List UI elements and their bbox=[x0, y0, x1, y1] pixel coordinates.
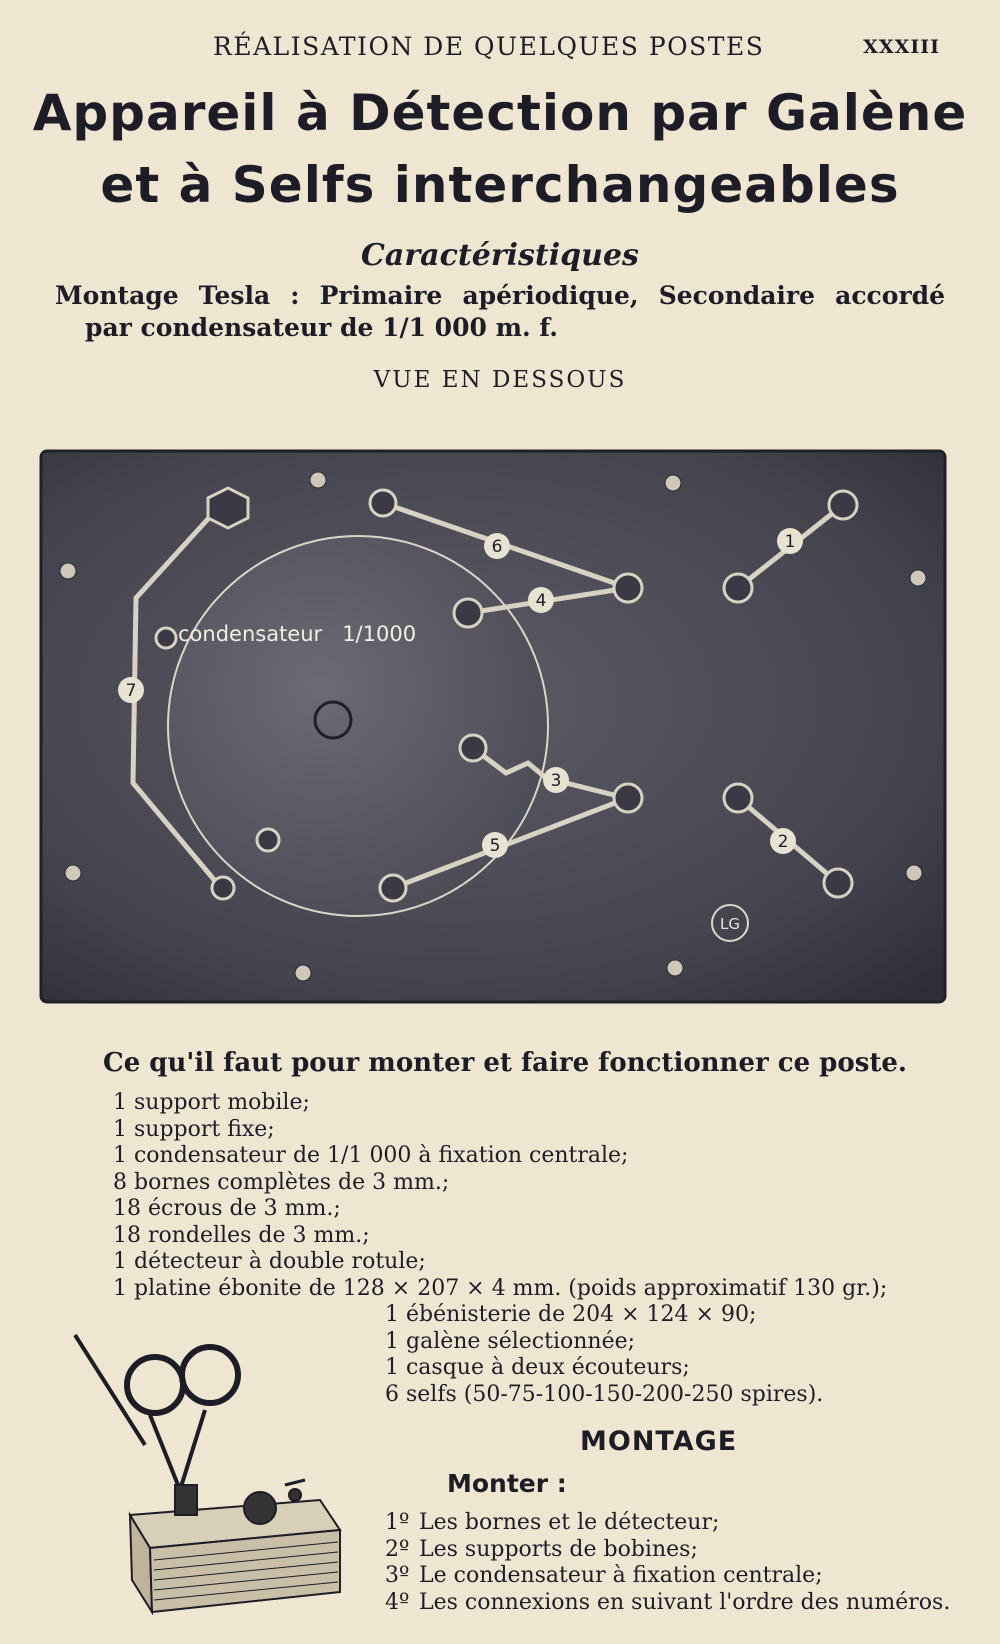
connection-number-2 bbox=[770, 828, 796, 854]
step-text: Les connexions en suivant l'ordre des numéros. bbox=[419, 1589, 951, 1615]
svg-text:4: 4 bbox=[535, 591, 547, 611]
svg-text:2: 2 bbox=[777, 832, 789, 852]
figure-caption: VUE EN DESSOUS bbox=[373, 367, 627, 393]
step-ordinal: 4º bbox=[385, 1589, 410, 1615]
list-item: 18 écrous de 3 mm.; bbox=[113, 1196, 341, 1221]
svg-text:LG: LG bbox=[720, 915, 740, 933]
requirements-list-left bbox=[113, 1090, 887, 1302]
connection-number-5 bbox=[482, 832, 508, 858]
list-item: 1 détecteur à double rotule; bbox=[113, 1249, 426, 1274]
running-header bbox=[0, 32, 1000, 62]
condenser bbox=[168, 536, 548, 916]
step-text: Les bornes et le détecteur; bbox=[419, 1510, 720, 1535]
list-item: 1 ébénisterie de 204 × 124 × 90; bbox=[385, 1302, 757, 1327]
connection-number-4 bbox=[528, 587, 554, 613]
step-text: Le condensateur à fixation centrale; bbox=[419, 1563, 823, 1588]
list-item bbox=[385, 1563, 950, 1590]
list-item: 1 galène sélectionnée; bbox=[385, 1328, 636, 1354]
list-item: 1 platine ébonite de 128 × 207 × 4 mm. (poids approximatif 130 gr.); bbox=[113, 1275, 888, 1301]
montage-subheading: Monter : bbox=[447, 1469, 567, 1498]
list-item bbox=[385, 1590, 950, 1617]
characteristics-line-1: Montage Tesla : Primaire apériodique, Secondaire accordé bbox=[55, 281, 945, 310]
connection-number-6 bbox=[484, 533, 510, 559]
panel-photo bbox=[38, 448, 948, 1005]
step-ordinal: 3º bbox=[385, 1563, 410, 1588]
svg-text:6: 6 bbox=[491, 537, 503, 557]
list-item: 8 bornes complètes de 3 mm.; bbox=[113, 1169, 450, 1195]
svg-text:5: 5 bbox=[489, 836, 501, 856]
page-number: XXXIII bbox=[863, 36, 940, 58]
list-item bbox=[385, 1537, 950, 1564]
list-item: 1 condensateur de 1/1 000 à fixation centrale; bbox=[113, 1143, 629, 1168]
running-title: RÉALISATION DE QUELQUES POSTES bbox=[213, 32, 765, 61]
connection-number-7 bbox=[118, 677, 144, 703]
connection-number-3 bbox=[543, 767, 569, 793]
svg-text:3: 3 bbox=[550, 771, 562, 791]
list-item: 1 support mobile; bbox=[113, 1090, 310, 1115]
requirements-heading: Ce qu'il faut pour monter et faire fonctionner ce poste. bbox=[103, 1048, 907, 1078]
svg-text:7: 7 bbox=[125, 681, 137, 701]
receiver-illustration bbox=[70, 1330, 360, 1615]
characteristics-line-2: par condensateur de 1/1 000 m. f. bbox=[85, 313, 558, 342]
list-item: 18 rondelles de 3 mm.; bbox=[113, 1222, 370, 1248]
step-ordinal: 1º bbox=[385, 1510, 410, 1535]
condenser-label: condensateur 1/1000 bbox=[178, 622, 417, 646]
requirements-list-right bbox=[385, 1302, 823, 1408]
page-title-line-2: et à Selfs interchangeables bbox=[100, 156, 900, 214]
montage-heading: MONTAGE bbox=[580, 1426, 738, 1457]
montage-steps bbox=[385, 1510, 950, 1616]
list-item: 1 support fixe; bbox=[113, 1116, 275, 1142]
list-item bbox=[385, 1510, 950, 1537]
connection-number-1 bbox=[777, 528, 803, 554]
list-item: 1 casque à deux écouteurs; bbox=[385, 1355, 690, 1380]
page-title-line-1: Appareil à Détection par Galène bbox=[32, 84, 968, 142]
step-ordinal: 2º bbox=[385, 1536, 410, 1562]
list-item: 6 selfs (50-75-100-150-200-250 spires). bbox=[385, 1381, 824, 1407]
svg-text:1: 1 bbox=[784, 532, 796, 552]
characteristics-heading: Caractéristiques bbox=[361, 238, 639, 273]
step-text: Les supports de bobines; bbox=[419, 1536, 698, 1562]
